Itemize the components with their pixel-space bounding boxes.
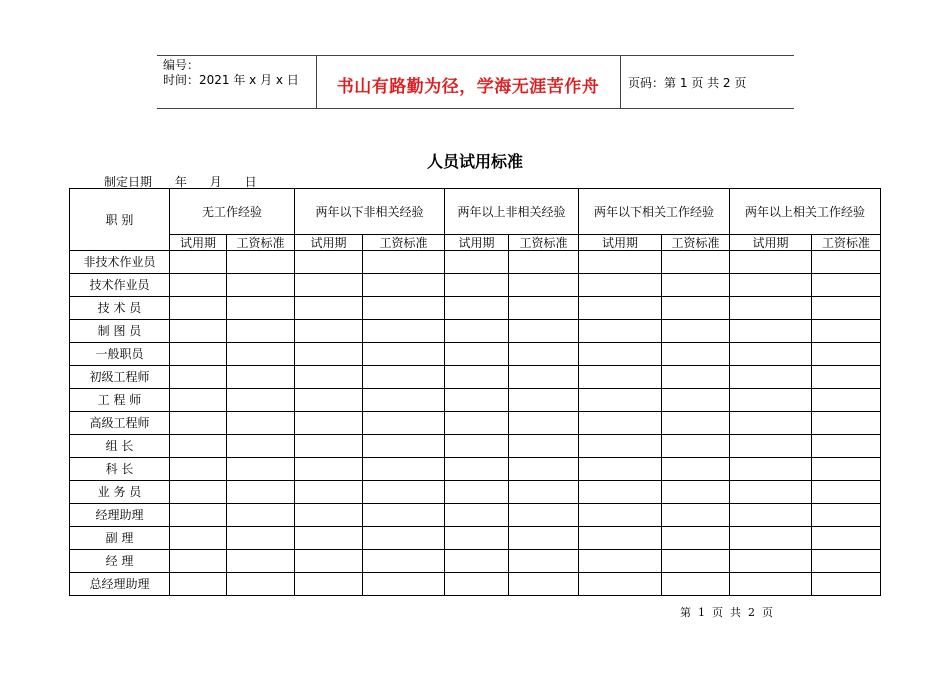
table-row	[70, 320, 881, 343]
salary-standard-cell	[662, 389, 730, 412]
table-row	[70, 458, 881, 481]
probation-period-cell	[730, 481, 812, 504]
probation-period-cell	[579, 527, 662, 550]
subheader-salary-standard: 工资标准	[509, 235, 579, 251]
table-row	[70, 412, 881, 435]
salary-standard-cell	[509, 320, 579, 343]
salary-standard-cell	[812, 343, 881, 366]
probation-period-cell	[730, 435, 812, 458]
probation-period-cell	[730, 389, 812, 412]
salary-standard-cell	[812, 251, 881, 274]
probation-period-cell	[730, 504, 812, 527]
salary-standard-cell	[227, 297, 295, 320]
subheader-probation-period: 试用期	[730, 235, 812, 251]
probation-period-cell	[295, 343, 363, 366]
probation-period-cell	[445, 297, 509, 320]
salary-standard-cell	[662, 251, 730, 274]
probation-period-cell	[295, 435, 363, 458]
salary-standard-cell	[662, 366, 730, 389]
salary-standard-cell	[509, 435, 579, 458]
page-footer: 第 1 页 共 2 页	[680, 606, 773, 619]
salary-standard-cell	[812, 320, 881, 343]
probation-period-cell	[445, 389, 509, 412]
probation-period-cell	[295, 412, 363, 435]
group-header-over-two-unrelated: 两年以上非相关经验	[445, 189, 579, 235]
probation-period-cell	[579, 458, 662, 481]
salary-standard-cell	[227, 550, 295, 573]
subheader-probation-period: 试用期	[579, 235, 662, 251]
probation-period-cell	[170, 435, 227, 458]
probation-period-cell	[445, 274, 509, 297]
probation-period-cell	[295, 504, 363, 527]
salary-standard-cell	[363, 366, 445, 389]
probation-period-cell	[579, 320, 662, 343]
table-header-row	[70, 189, 881, 235]
probation-period-cell	[170, 389, 227, 412]
salary-standard-cell	[662, 527, 730, 550]
probation-period-cell	[170, 412, 227, 435]
probation-period-cell	[579, 274, 662, 297]
probation-period-cell	[730, 297, 812, 320]
probation-period-cell	[445, 435, 509, 458]
probation-period-cell	[579, 504, 662, 527]
salary-standard-cell	[812, 389, 881, 412]
salary-standard-cell	[509, 481, 579, 504]
probation-period-cell	[170, 458, 227, 481]
table-row	[70, 251, 881, 274]
salary-standard-cell	[227, 274, 295, 297]
probation-period-cell	[445, 504, 509, 527]
table-row	[70, 573, 881, 596]
salary-standard-cell	[227, 389, 295, 412]
probation-period-cell	[295, 527, 363, 550]
salary-standard-cell	[363, 550, 445, 573]
subheader-probation-period: 试用期	[170, 235, 227, 251]
probation-period-cell	[170, 504, 227, 527]
salary-standard-cell	[812, 297, 881, 320]
probation-period-cell	[445, 412, 509, 435]
page-code: 页码：第 1 页 共 2 页	[628, 76, 747, 90]
salary-standard-cell	[662, 412, 730, 435]
salary-standard-cell	[363, 412, 445, 435]
salary-standard-cell	[363, 504, 445, 527]
probation-period-cell	[295, 481, 363, 504]
salary-standard-cell	[509, 251, 579, 274]
salary-standard-cell	[227, 366, 295, 389]
salary-standard-cell	[363, 389, 445, 412]
header-divider-right	[620, 56, 621, 108]
probation-period-cell	[579, 435, 662, 458]
probation-period-cell	[170, 527, 227, 550]
salary-standard-cell	[662, 458, 730, 481]
salary-standard-cell	[509, 274, 579, 297]
table-row	[70, 550, 881, 573]
probation-period-cell	[295, 458, 363, 481]
salary-standard-cell	[363, 320, 445, 343]
salary-standard-cell	[227, 458, 295, 481]
position-label: 业 务 员	[70, 481, 170, 504]
position-label: 副 理	[70, 527, 170, 550]
probation-period-cell	[170, 550, 227, 573]
probation-period-cell	[579, 412, 662, 435]
salary-standard-cell	[363, 573, 445, 596]
probation-period-cell	[579, 550, 662, 573]
probation-period-cell	[295, 320, 363, 343]
salary-standard-cell	[363, 435, 445, 458]
salary-standard-cell	[363, 458, 445, 481]
salary-standard-cell	[363, 251, 445, 274]
probation-period-cell	[730, 412, 812, 435]
salary-standard-cell	[812, 504, 881, 527]
probation-period-cell	[445, 550, 509, 573]
salary-standard-cell	[227, 573, 295, 596]
probation-period-cell	[295, 550, 363, 573]
salary-standard-cell	[509, 504, 579, 527]
probation-period-cell	[579, 343, 662, 366]
probation-period-cell	[295, 389, 363, 412]
salary-standard-cell	[227, 320, 295, 343]
salary-standard-cell	[812, 435, 881, 458]
salary-standard-cell	[662, 297, 730, 320]
salary-standard-cell	[509, 366, 579, 389]
probation-period-cell	[730, 458, 812, 481]
probation-period-cell	[730, 343, 812, 366]
probation-period-cell	[730, 527, 812, 550]
header-bottom-rule	[157, 108, 794, 109]
salary-standard-cell	[662, 343, 730, 366]
salary-standard-cell	[662, 481, 730, 504]
salary-standard-cell	[363, 274, 445, 297]
salary-standard-cell	[509, 458, 579, 481]
probation-period-cell	[579, 573, 662, 596]
group-header-over-two-related: 两年以上相关工作经验	[730, 189, 881, 235]
probation-period-cell	[579, 481, 662, 504]
position-label: 组 长	[70, 435, 170, 458]
salary-standard-cell	[227, 481, 295, 504]
position-label: 经 理	[70, 550, 170, 573]
salary-standard-cell	[662, 320, 730, 343]
document-title: 人员试用标准	[426, 152, 523, 171]
table-row	[70, 274, 881, 297]
salary-standard-cell	[662, 573, 730, 596]
probation-period-cell	[170, 320, 227, 343]
probation-period-cell	[295, 573, 363, 596]
probation-period-cell	[170, 251, 227, 274]
salary-standard-cell	[812, 550, 881, 573]
probation-period-cell	[730, 550, 812, 573]
subheader-probation-period: 试用期	[445, 235, 509, 251]
probation-period-cell	[445, 320, 509, 343]
probation-period-cell	[730, 573, 812, 596]
position-label: 科 长	[70, 458, 170, 481]
position-label: 工 程 师	[70, 389, 170, 412]
table-row	[70, 297, 881, 320]
salary-standard-cell	[812, 458, 881, 481]
group-header-under-two-unrelated: 两年以下非相关经验	[295, 189, 445, 235]
salary-standard-cell	[662, 504, 730, 527]
table-row	[70, 435, 881, 458]
table-row	[70, 366, 881, 389]
group-header-no-experience: 无工作经验	[170, 189, 295, 235]
position-label: 非技术作业员	[70, 251, 170, 274]
probation-period-cell	[579, 366, 662, 389]
probation-period-cell	[445, 366, 509, 389]
salary-standard-cell	[363, 527, 445, 550]
probation-period-cell	[170, 274, 227, 297]
salary-standard-cell	[363, 297, 445, 320]
motto-text: 书山有路勤为径，学海无涯苦作舟	[336, 77, 600, 97]
probation-period-cell	[295, 274, 363, 297]
probation-period-cell	[295, 366, 363, 389]
probation-period-cell	[730, 274, 812, 297]
group-header-under-two-related: 两年以下相关工作经验	[579, 189, 730, 235]
probation-period-cell	[445, 251, 509, 274]
salary-standard-cell	[509, 527, 579, 550]
probation-period-cell	[579, 297, 662, 320]
probation-period-cell	[170, 343, 227, 366]
probation-period-cell	[579, 251, 662, 274]
position-label: 一般职员	[70, 343, 170, 366]
salary-standard-cell	[509, 550, 579, 573]
salary-standard-cell	[812, 527, 881, 550]
salary-standard-cell	[363, 481, 445, 504]
probation-period-cell	[730, 251, 812, 274]
salary-standard-cell	[227, 412, 295, 435]
position-label: 技 术 员	[70, 297, 170, 320]
probation-period-cell	[445, 343, 509, 366]
probation-period-cell	[579, 389, 662, 412]
salary-standard-cell	[812, 366, 881, 389]
probation-period-cell	[445, 458, 509, 481]
position-label: 经理助理	[70, 504, 170, 527]
position-label: 技术作业员	[70, 274, 170, 297]
position-label: 高级工程师	[70, 412, 170, 435]
probation-period-cell	[170, 573, 227, 596]
salary-standard-cell	[509, 343, 579, 366]
probation-standard-table	[69, 188, 881, 596]
salary-standard-cell	[662, 435, 730, 458]
salary-standard-cell	[227, 343, 295, 366]
salary-standard-cell	[662, 550, 730, 573]
document-time: 时间：2021 年 x 月 x 日	[163, 73, 299, 87]
salary-standard-cell	[363, 343, 445, 366]
made-date-label: 制定日期 年 月 日	[104, 175, 257, 189]
probation-period-cell	[445, 573, 509, 596]
probation-period-cell	[170, 481, 227, 504]
probation-period-cell	[170, 297, 227, 320]
salary-standard-cell	[812, 573, 881, 596]
salary-standard-cell	[227, 435, 295, 458]
table-row	[70, 481, 881, 504]
probation-period-cell	[730, 366, 812, 389]
subheader-probation-period: 试用期	[295, 235, 363, 251]
probation-period-cell	[295, 297, 363, 320]
salary-standard-cell	[227, 527, 295, 550]
subheader-salary-standard: 工资标准	[363, 235, 445, 251]
position-header: 职 别	[70, 189, 170, 251]
salary-standard-cell	[509, 412, 579, 435]
subheader-salary-standard: 工资标准	[227, 235, 295, 251]
subheader-salary-standard: 工资标准	[662, 235, 730, 251]
table-subheader-row	[70, 235, 881, 251]
probation-period-cell	[170, 366, 227, 389]
probation-period-cell	[295, 251, 363, 274]
position-label: 总经理助理	[70, 573, 170, 596]
salary-standard-cell	[509, 389, 579, 412]
table-row	[70, 527, 881, 550]
salary-standard-cell	[227, 251, 295, 274]
position-label: 制 图 员	[70, 320, 170, 343]
header-top-rule	[157, 55, 794, 56]
table-row	[70, 343, 881, 366]
probation-period-cell	[730, 320, 812, 343]
salary-standard-cell	[227, 504, 295, 527]
probation-period-cell	[445, 527, 509, 550]
salary-standard-cell	[662, 274, 730, 297]
probation-period-cell	[445, 481, 509, 504]
table-row	[70, 389, 881, 412]
subheader-salary-standard: 工资标准	[812, 235, 881, 251]
position-label: 初级工程师	[70, 366, 170, 389]
salary-standard-cell	[509, 297, 579, 320]
salary-standard-cell	[812, 481, 881, 504]
document-number-label: 编号：	[163, 58, 200, 72]
table-row	[70, 504, 881, 527]
salary-standard-cell	[812, 412, 881, 435]
salary-standard-cell	[812, 274, 881, 297]
salary-standard-cell	[509, 573, 579, 596]
